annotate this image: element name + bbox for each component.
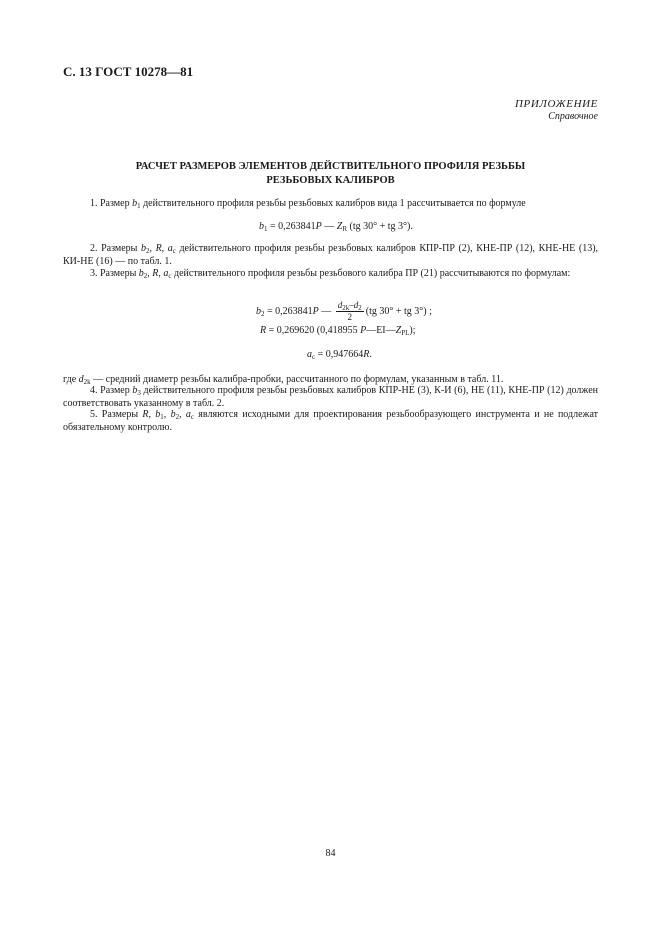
appendix-label xyxy=(515,98,598,122)
appendix-title: ПРИЛОЖЕНИЕ xyxy=(515,98,598,110)
appendix-subtitle: Справочное xyxy=(548,111,598,122)
page-header: С. 13 ГОСТ 10278—81 xyxy=(63,64,194,79)
section-title xyxy=(63,160,598,188)
fraction: $\frac{d_{2k}-d_2}{2}$ xyxy=(337,300,362,322)
section-title-line-2: РЕЗЬБОВЫХ КАЛИБРОВ xyxy=(266,175,395,186)
paragraph-where: где $d_{2k}$ — средний диаметр резьбы калибра-пробки, рассчитанного по формулам, указанным в табл. 11. xyxy=(63,374,504,386)
paragraph-5: 5. Размеры R, $b_1$, $b_2$, $a_c$ являются исходными для проектирования резьбообразующего инструмента и не подлежат обязательному контролю. xyxy=(63,409,598,433)
paragraph-1: 1. Размер $b_1$ действительного профиля резьбы резьбовых калибров вида 1 рассчитывается по формуле xyxy=(90,198,526,210)
section-title-line-1: РАСЧЕТ РАЗМЕРОВ ЭЛЕМЕНТОВ ДЕЙСТВИТЕЛЬНОГО ПРОФИЛЯ РЕЗЬБЫ xyxy=(135,161,526,172)
formula-ac: $a_c = 0,947664R$. xyxy=(307,349,372,361)
page-number: 84 xyxy=(325,848,336,859)
formula-r: R = 0,269620 (0,418955 $P—EI—Z_{PL}$); xyxy=(260,325,416,337)
paragraph-2: 2. Размеры $b_2$, R, $a_c$ действительного профиля резьбы резьбовых калибров КПР-ПР (2), КНЕ-ПР (12), КНЕ-НЕ (13), КИ-НЕ (16) — по табл. 1. xyxy=(63,243,599,267)
paragraph-4: 4. Размер $b_3$ действительного профиля резьбы резьбовых калибров КПР-НЕ (3), К-И (6), НЕ (11), КНЕ-ПР (12) должен соответствовать указанному в табл. 2. xyxy=(63,385,598,409)
formula-b2: $b_2 = 0,263841P$ — $\frac{d_{2k}-d_2}{2}$ (tg 30° + tg 3°) ; xyxy=(256,300,432,322)
formula-b1: $b_1 = 0,263841P$ — $Z_R$ (tg 30° + tg 3°). xyxy=(259,221,413,233)
paragraph-3: 3. Размеры $b_2$, R, $a_c$ действительного профиля резьбы резьбового калибра ПР (21) рассчитываются по формулам: xyxy=(90,268,571,280)
